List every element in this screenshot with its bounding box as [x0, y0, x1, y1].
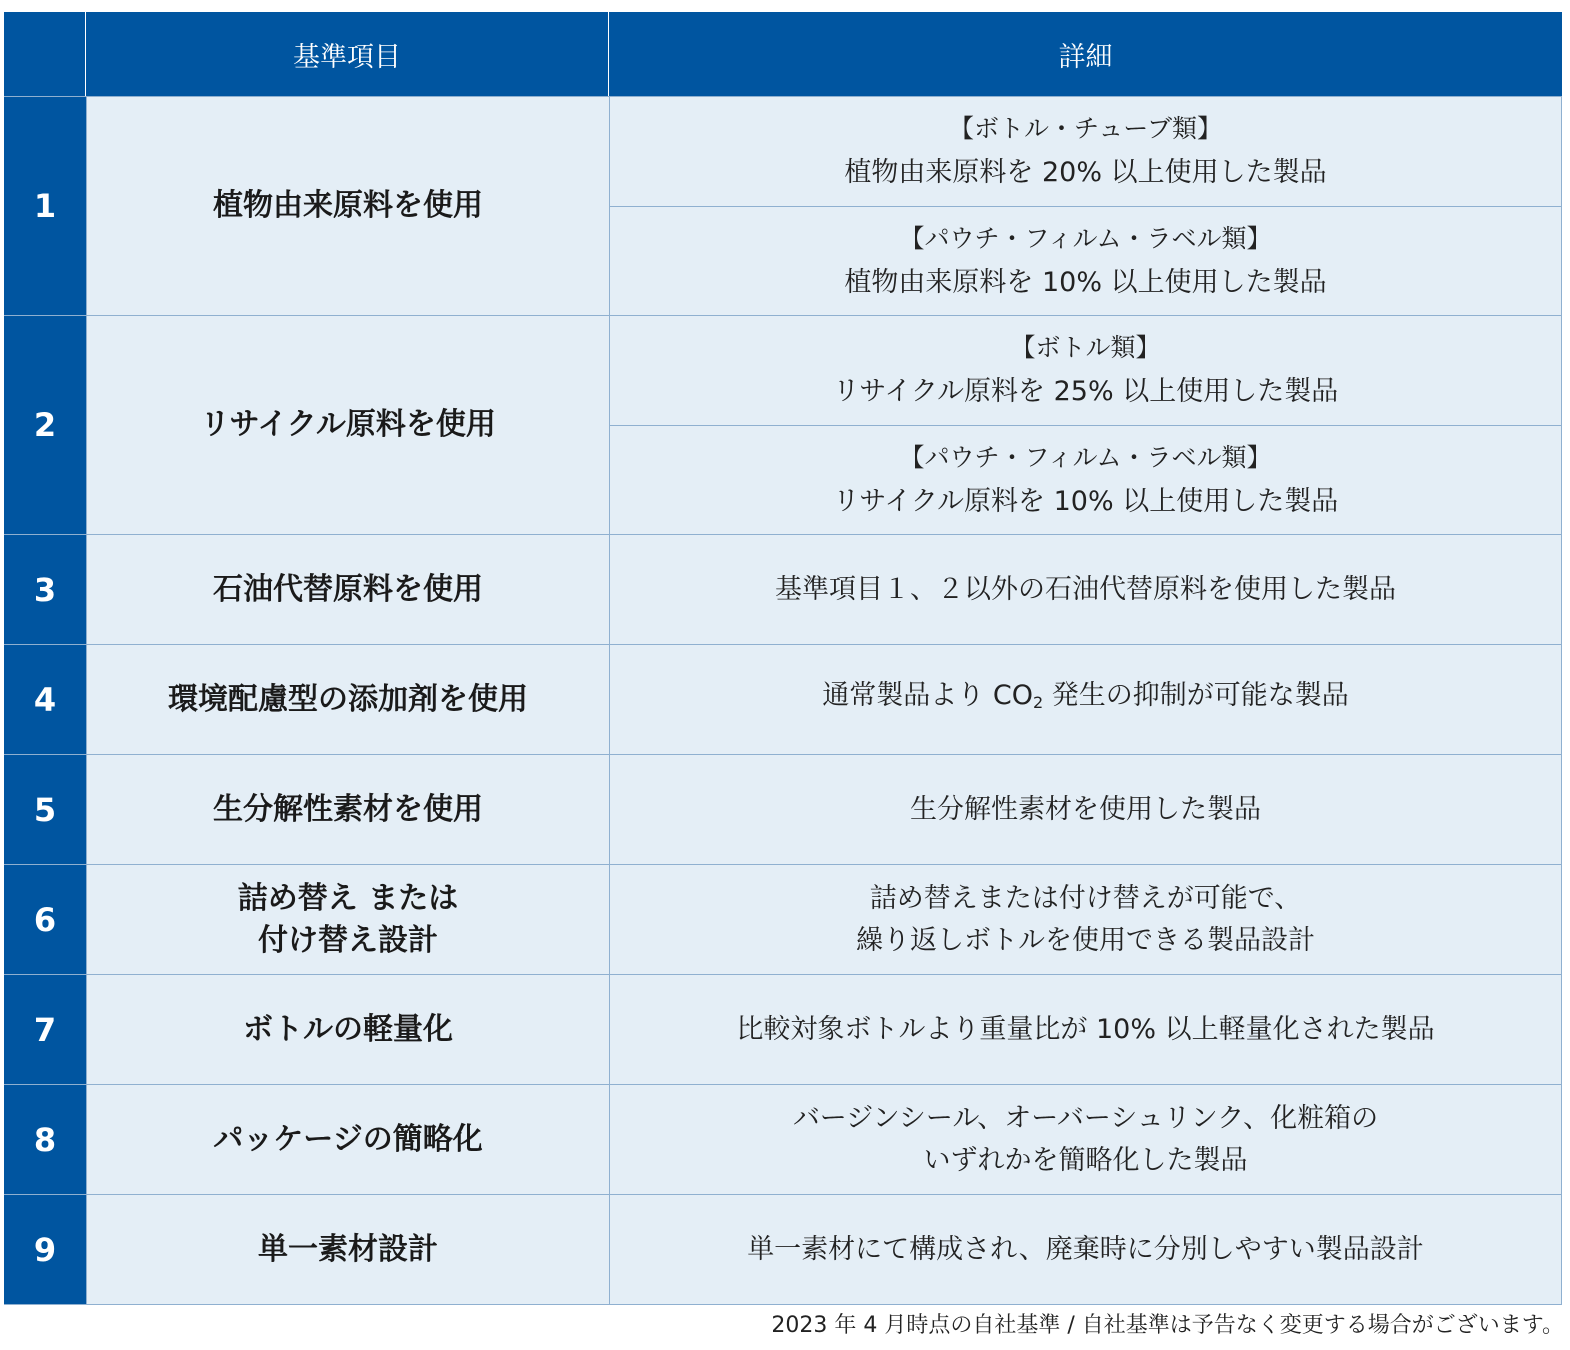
- co2-subscript: 2: [1032, 693, 1044, 712]
- row-number: 2: [4, 316, 86, 534]
- row-detail: [610, 97, 1562, 315]
- criteria-line: 詰め替え または: [237, 880, 459, 916]
- header-detail: 詳細: [1058, 41, 1113, 73]
- row-criteria: 生分解性素材を使用: [86, 755, 610, 864]
- table-row: [4, 1194, 1562, 1305]
- table-header: [4, 12, 1562, 96]
- detail-subcell: [610, 865, 1561, 974]
- detail-subcell: [610, 425, 1561, 535]
- detail-line: バージンシール、オーバーシュリンク、化粧箱の: [792, 1102, 1379, 1134]
- detail-text: 植物由来原料を 20% 以上使用した製品: [844, 157, 1327, 189]
- footnote: 2023 年 4 月時点の自社基準 / 自社基準は予告なく変更する場合がございます。: [771, 1313, 1564, 1338]
- detail-subcell: [610, 316, 1561, 425]
- row-detail: [610, 535, 1562, 644]
- row-detail: [610, 1085, 1562, 1194]
- row-criteria: ボトルの軽量化: [86, 975, 610, 1084]
- detail-text: 生分解性素材を使用した製品: [910, 793, 1261, 825]
- detail-text: 単一素材にて構成され、廃棄時に分別しやすい製品設計: [747, 1233, 1424, 1265]
- row-detail: [610, 755, 1562, 864]
- detail-text: 比較対象ボトルより重量比が 10% 以上軽量化された製品: [736, 1013, 1435, 1045]
- detail-line: 繰り返しボトルを使用できる製品設計: [856, 924, 1315, 956]
- detail-text-after: 発生の抑制が可能な製品: [1043, 680, 1349, 711]
- row-criteria: 単一素材設計: [86, 1195, 610, 1304]
- row-number: 4: [4, 645, 86, 754]
- row-detail: [610, 975, 1562, 1084]
- table-row: [4, 754, 1562, 864]
- detail-text: 基準項目１、２以外の石油代替原料を使用した製品: [775, 573, 1396, 605]
- row-detail: [610, 865, 1562, 974]
- table-row: [4, 974, 1562, 1084]
- row-number: 5: [4, 755, 86, 864]
- row-criteria: パッケージの簡略化: [86, 1085, 610, 1194]
- detail-subcell: [610, 755, 1561, 864]
- row-criteria: 石油代替原料を使用: [86, 535, 610, 644]
- row-number: 7: [4, 975, 86, 1084]
- criteria-line: 付け替え設計: [258, 922, 438, 958]
- detail-subcell: [610, 1195, 1561, 1304]
- detail-text: リサイクル原料を 25% 以上使用した製品: [832, 376, 1339, 408]
- detail-subcell: [610, 645, 1561, 754]
- table-row: [4, 315, 1562, 534]
- row-number: 3: [4, 535, 86, 644]
- detail-subcell: [610, 206, 1561, 316]
- detail-text: 植物由来原料を 10% 以上使用した製品: [844, 266, 1327, 298]
- detail-line: 詰め替えまたは付け替えが可能で、: [869, 882, 1302, 914]
- row-detail: [610, 645, 1562, 754]
- detail-tag: 【ボトル・チューブ類】: [948, 114, 1222, 144]
- table-row: [4, 1084, 1562, 1194]
- row-detail: [610, 316, 1562, 534]
- detail-text-before: 通常製品より CO: [822, 680, 1033, 711]
- detail-tag: 【パウチ・フィルム・ラベル類】: [899, 223, 1272, 253]
- table-row: [4, 644, 1562, 754]
- detail-text: リサイクル原料を 10% 以上使用した製品: [832, 485, 1339, 517]
- criteria-table: [4, 12, 1562, 1305]
- row-number: 1: [4, 97, 86, 315]
- detail-subcell: [610, 535, 1561, 644]
- detail-subcell: [610, 97, 1561, 206]
- detail-subcell: [610, 1085, 1561, 1194]
- detail-tag: 【ボトル類】: [1010, 333, 1161, 363]
- row-criteria: 植物由来原料を使用: [86, 97, 610, 315]
- row-number: 6: [4, 865, 86, 974]
- row-criteria: [86, 865, 610, 974]
- detail-subcell: [610, 975, 1561, 1084]
- header-number-cell: [4, 12, 86, 96]
- detail-tag: 【パウチ・フィルム・ラベル類】: [899, 442, 1272, 472]
- header-criteria: 基準項目: [86, 12, 609, 96]
- table-row: [4, 96, 1562, 315]
- row-criteria: 環境配慮型の添加剤を使用: [86, 645, 610, 754]
- table-row: [4, 864, 1562, 974]
- row-number: 9: [4, 1195, 86, 1304]
- detail-text: [822, 674, 1348, 725]
- table-row: [4, 534, 1562, 644]
- row-number: 8: [4, 1085, 86, 1194]
- detail-line: いずれかを簡略化した製品: [923, 1144, 1248, 1176]
- row-detail: [610, 1195, 1562, 1304]
- row-criteria: リサイクル原料を使用: [86, 316, 610, 534]
